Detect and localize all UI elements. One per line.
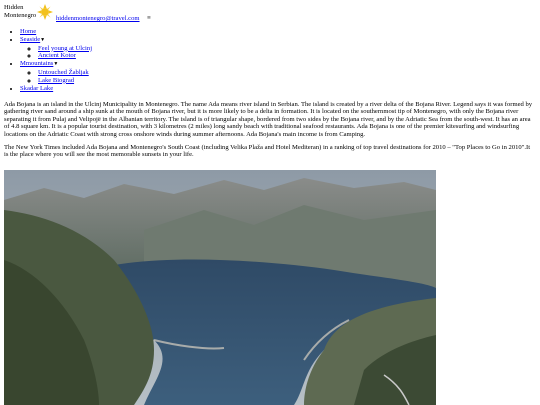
nav-item-seaside bbox=[20, 36, 300, 60]
bay-of-kotor-photo bbox=[4, 170, 436, 405]
nav-link-home[interactable]: Home bbox=[20, 28, 37, 35]
logo-text bbox=[4, 4, 36, 20]
nav-link-zabljak[interactable]: Untouched Žabljak bbox=[38, 68, 89, 76]
article-paragraph-2: The New York Times included Ada Bojana and Montenegro's South Coast (including Velika Plaža and Hotel Mediteran) in a ranking of top travel destinations for 2010 – "Top Places to Go in 2010".It is the place where you will see the most memorable sunsets in your life. bbox=[4, 144, 531, 159]
site-logo[interactable] bbox=[4, 3, 54, 23]
article-paragraph-1: Ada Bojana is an island in the Ulcinj Municipality in Montenegro. The name Ada means river island in Serbian. The island is created by a river delta of the Bojana River. Legend says it was formed by gathering river sand around a ship sunk at the mouth of Bojana river, but it is more likely to be a delta in formation. It is located on the southernmost tip of Montenegro, with only the Bojana river separating it from Pulaj and Velipojë in the Albanian territory. The island is of triangular shape, bordered from two sides by the Bojana river, and by the Adriatic Sea from the south-west. It has an area of 4.8 square km. It is a popular tourist destination, with 3 kilometres (2 miles) long sandy beach with traditional seafood restaurants. Ada Bojana is one of the premier kitesurfing and windsurfing locations on the Adriatic Coast with strong cross onshore winds during summer afternoons. Ada Bojana's main income is from Camping. bbox=[4, 101, 533, 138]
nav-subitem bbox=[38, 52, 300, 60]
main-content bbox=[4, 101, 536, 165]
nav-link-seaside[interactable]: Seaside bbox=[20, 35, 41, 43]
nav-list bbox=[0, 28, 300, 92]
nav-submenu-mountains bbox=[20, 69, 300, 85]
logo-line-2: Montenegro bbox=[4, 12, 37, 19]
nav-submenu-seaside bbox=[20, 45, 300, 61]
nav-subitem bbox=[38, 69, 300, 77]
nav-item-mountains bbox=[20, 60, 300, 84]
nav-link-ulcinj[interactable]: Feel young at Ulcinj bbox=[38, 44, 93, 52]
nav-link-mountains[interactable]: Mmountains bbox=[20, 60, 54, 68]
site-header bbox=[4, 3, 204, 25]
nav-item-skadar bbox=[20, 85, 300, 93]
caret-down-icon[interactable]: ▼ bbox=[40, 37, 46, 43]
nav-link-kotor[interactable]: Ancient Kotor bbox=[38, 52, 76, 60]
landscape-image bbox=[4, 170, 436, 405]
hamburger-menu-icon[interactable]: ≡ bbox=[147, 15, 151, 22]
nav-link-skadar[interactable]: Skadar Lake bbox=[20, 84, 54, 92]
caret-down-icon[interactable]: ▼ bbox=[53, 62, 59, 68]
nav-item-home bbox=[20, 28, 300, 36]
nav-subitem bbox=[38, 45, 300, 53]
nav-subitem bbox=[38, 77, 300, 85]
logo-line-1: Hidden bbox=[4, 4, 24, 11]
sun-flower-icon bbox=[37, 4, 53, 20]
nav-link-biograd[interactable]: Lake Biograd bbox=[38, 76, 75, 84]
email-link[interactable]: hiddenmontenegro@travel.com bbox=[56, 15, 140, 22]
main-nav bbox=[0, 28, 300, 92]
